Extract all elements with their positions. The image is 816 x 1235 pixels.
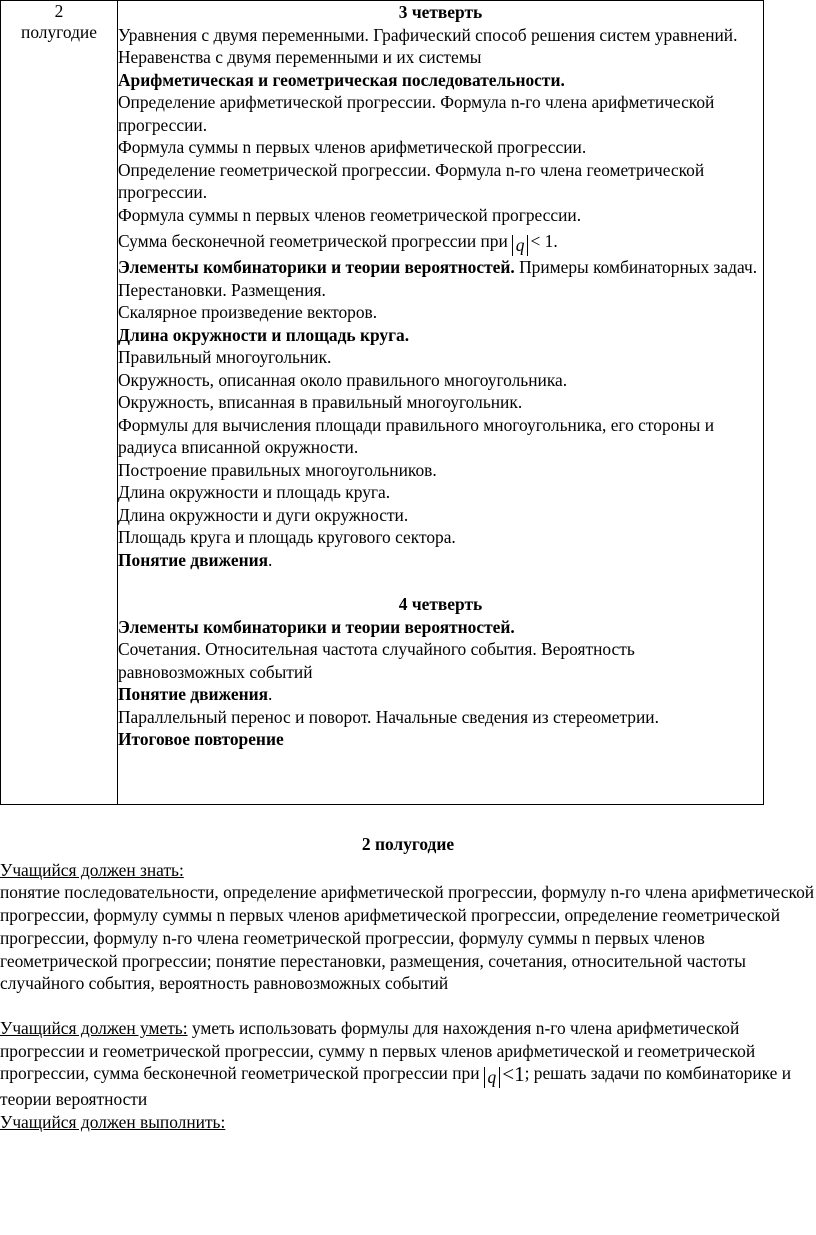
topic-line <box>118 301 763 324</box>
q4-heading: 4 четверть <box>398 594 483 614</box>
topic-line <box>118 616 763 639</box>
topic-text: Уравнения с двумя переменными. Графический способ решения систем уравнений. Неравенства с двумя переменными и их системы <box>118 24 738 67</box>
topic-text: Параллельный перенос и поворот. Начальные сведения из стереометрии. <box>118 706 659 727</box>
one-digit: 1 <box>514 1062 525 1087</box>
abs-q-symbol-2: q <box>484 1067 501 1088</box>
topic-line <box>118 728 763 751</box>
topic-line <box>118 526 763 549</box>
topic-line <box>118 91 763 136</box>
topic-bold: Арифметическая и геометрическая последовательности. <box>118 69 565 90</box>
topic-line <box>118 414 763 459</box>
topic-bold: Элементы комбинаторики и теории вероятностей. <box>118 616 515 637</box>
topic-line <box>118 159 763 204</box>
section-title: 2 полугодие <box>361 834 455 854</box>
topic-line <box>118 346 763 369</box>
topic-line <box>118 204 763 227</box>
q3-sum-infinite <box>118 226 763 256</box>
topic-text: Определение геометрической прогрессии. Формула n-го члена геометрической прогрессии. <box>118 159 705 202</box>
do-label: Учащийся должен выполнить: <box>0 1112 226 1133</box>
q3-heading: 3 четверть <box>398 2 483 22</box>
know-text: понятие последовательности, определение арифметической прогрессии, формулу n-го члена арифметической прогрессии, формулу суммы n первых членов арифметической прогрессии, определение геометрической прогрессии, формулу n-го члена геометрической прогрессии, формулу суммы n первых членов геометрической прогрессии; понятие перестановки, размещения, сочетания, относительной частоты случайного события, вероятность равновозможных событий <box>0 882 815 994</box>
able-paragraph <box>0 1017 816 1111</box>
topic-line <box>118 459 763 482</box>
topic-text: Окружность, вписанная в правильный многоугольник. <box>118 392 523 412</box>
topic-line <box>118 69 763 92</box>
q3-topic-list-2 <box>118 256 763 571</box>
able-text: уметь использовать формулы для нахождения n-го члена арифметической прогрессии и геометрической прогрессии, сумму n первых членов арифметической и геометрической прогрессии, сумма бесконечной геометрической прогрессии <box>0 1017 756 1084</box>
topic-line <box>118 706 763 729</box>
requirements-section <box>0 833 816 1134</box>
topics-cell <box>118 1 764 805</box>
topic-text: Примеры комбинаторных задач. Перестановки. Размещения. <box>118 257 758 300</box>
topic-text: Определение арифметической прогрессии. Формула n-го члена арифметической прогрессии. <box>118 92 715 135</box>
topic-text: Площадь круга и площадь кругового сектора. <box>118 527 456 547</box>
topic-line <box>118 391 763 414</box>
sum-infinite-prefix: Сумма бесконечной геометрической прогрессии при <box>118 231 508 251</box>
topic-line <box>118 683 763 706</box>
topic-text: . <box>268 684 273 704</box>
period-number: 2 <box>54 1 64 21</box>
topic-text: Длина окружности и дуги окружности. <box>118 504 409 525</box>
able-tail: ; решать задачи по комбинаторике и теории вероятности <box>0 1063 792 1110</box>
topic-line <box>118 504 763 527</box>
topic-text: Формулы для вычисления площади правильного многоугольника, его стороны и радиуса вписанной окружности. <box>118 414 715 457</box>
q3-topic-list <box>118 24 763 227</box>
know-label: Учащийся должен знать: <box>0 859 184 880</box>
period-label: полугодие <box>21 22 97 42</box>
topic-text: Формула суммы n первых членов геометрической прогрессии. <box>118 204 582 225</box>
topic-line <box>118 481 763 504</box>
less-than-sign: < <box>502 1062 515 1087</box>
topic-bold: Понятие движения <box>118 549 269 570</box>
topic-bold: Итоговое повторение <box>118 729 284 749</box>
abs-q-symbol: q <box>512 235 529 256</box>
topic-line <box>118 324 763 347</box>
topic-text: Скалярное произведение векторов. <box>118 302 378 322</box>
topic-line <box>118 136 763 159</box>
topic-text: Длина окружности и площадь круга. <box>118 482 391 502</box>
topic-bold: Длина окружности и площадь круга. <box>118 324 410 345</box>
topic-text: Сочетания. Относительная частота случайного события. Вероятность равновозможных событий <box>118 639 635 682</box>
sum-infinite-suffix: < 1. <box>530 231 558 251</box>
topic-line <box>118 549 763 572</box>
topic-line <box>118 24 763 69</box>
table-row <box>1 1 764 805</box>
topic-text: . <box>268 549 273 570</box>
topic-line <box>118 369 763 392</box>
topic-bold: Понятие движения <box>118 684 269 704</box>
period-cell <box>1 1 118 805</box>
able-label: Учащийся должен уметь: <box>0 1017 188 1038</box>
topic-text: Формула суммы n первых членов арифметической прогрессии. <box>118 137 587 157</box>
able-when: при <box>452 1063 480 1084</box>
topic-line <box>118 638 763 683</box>
topic-bold: Элементы комбинаторики и теории вероятностей. <box>118 257 515 277</box>
q4-topic-list <box>118 616 763 751</box>
topic-text: Построение правильных многоугольников. <box>118 459 437 480</box>
topic-line <box>118 256 763 301</box>
topic-text: Окружность, описанная около правильного многоугольника. <box>118 369 568 390</box>
topic-text: Правильный многоугольник. <box>118 347 332 367</box>
